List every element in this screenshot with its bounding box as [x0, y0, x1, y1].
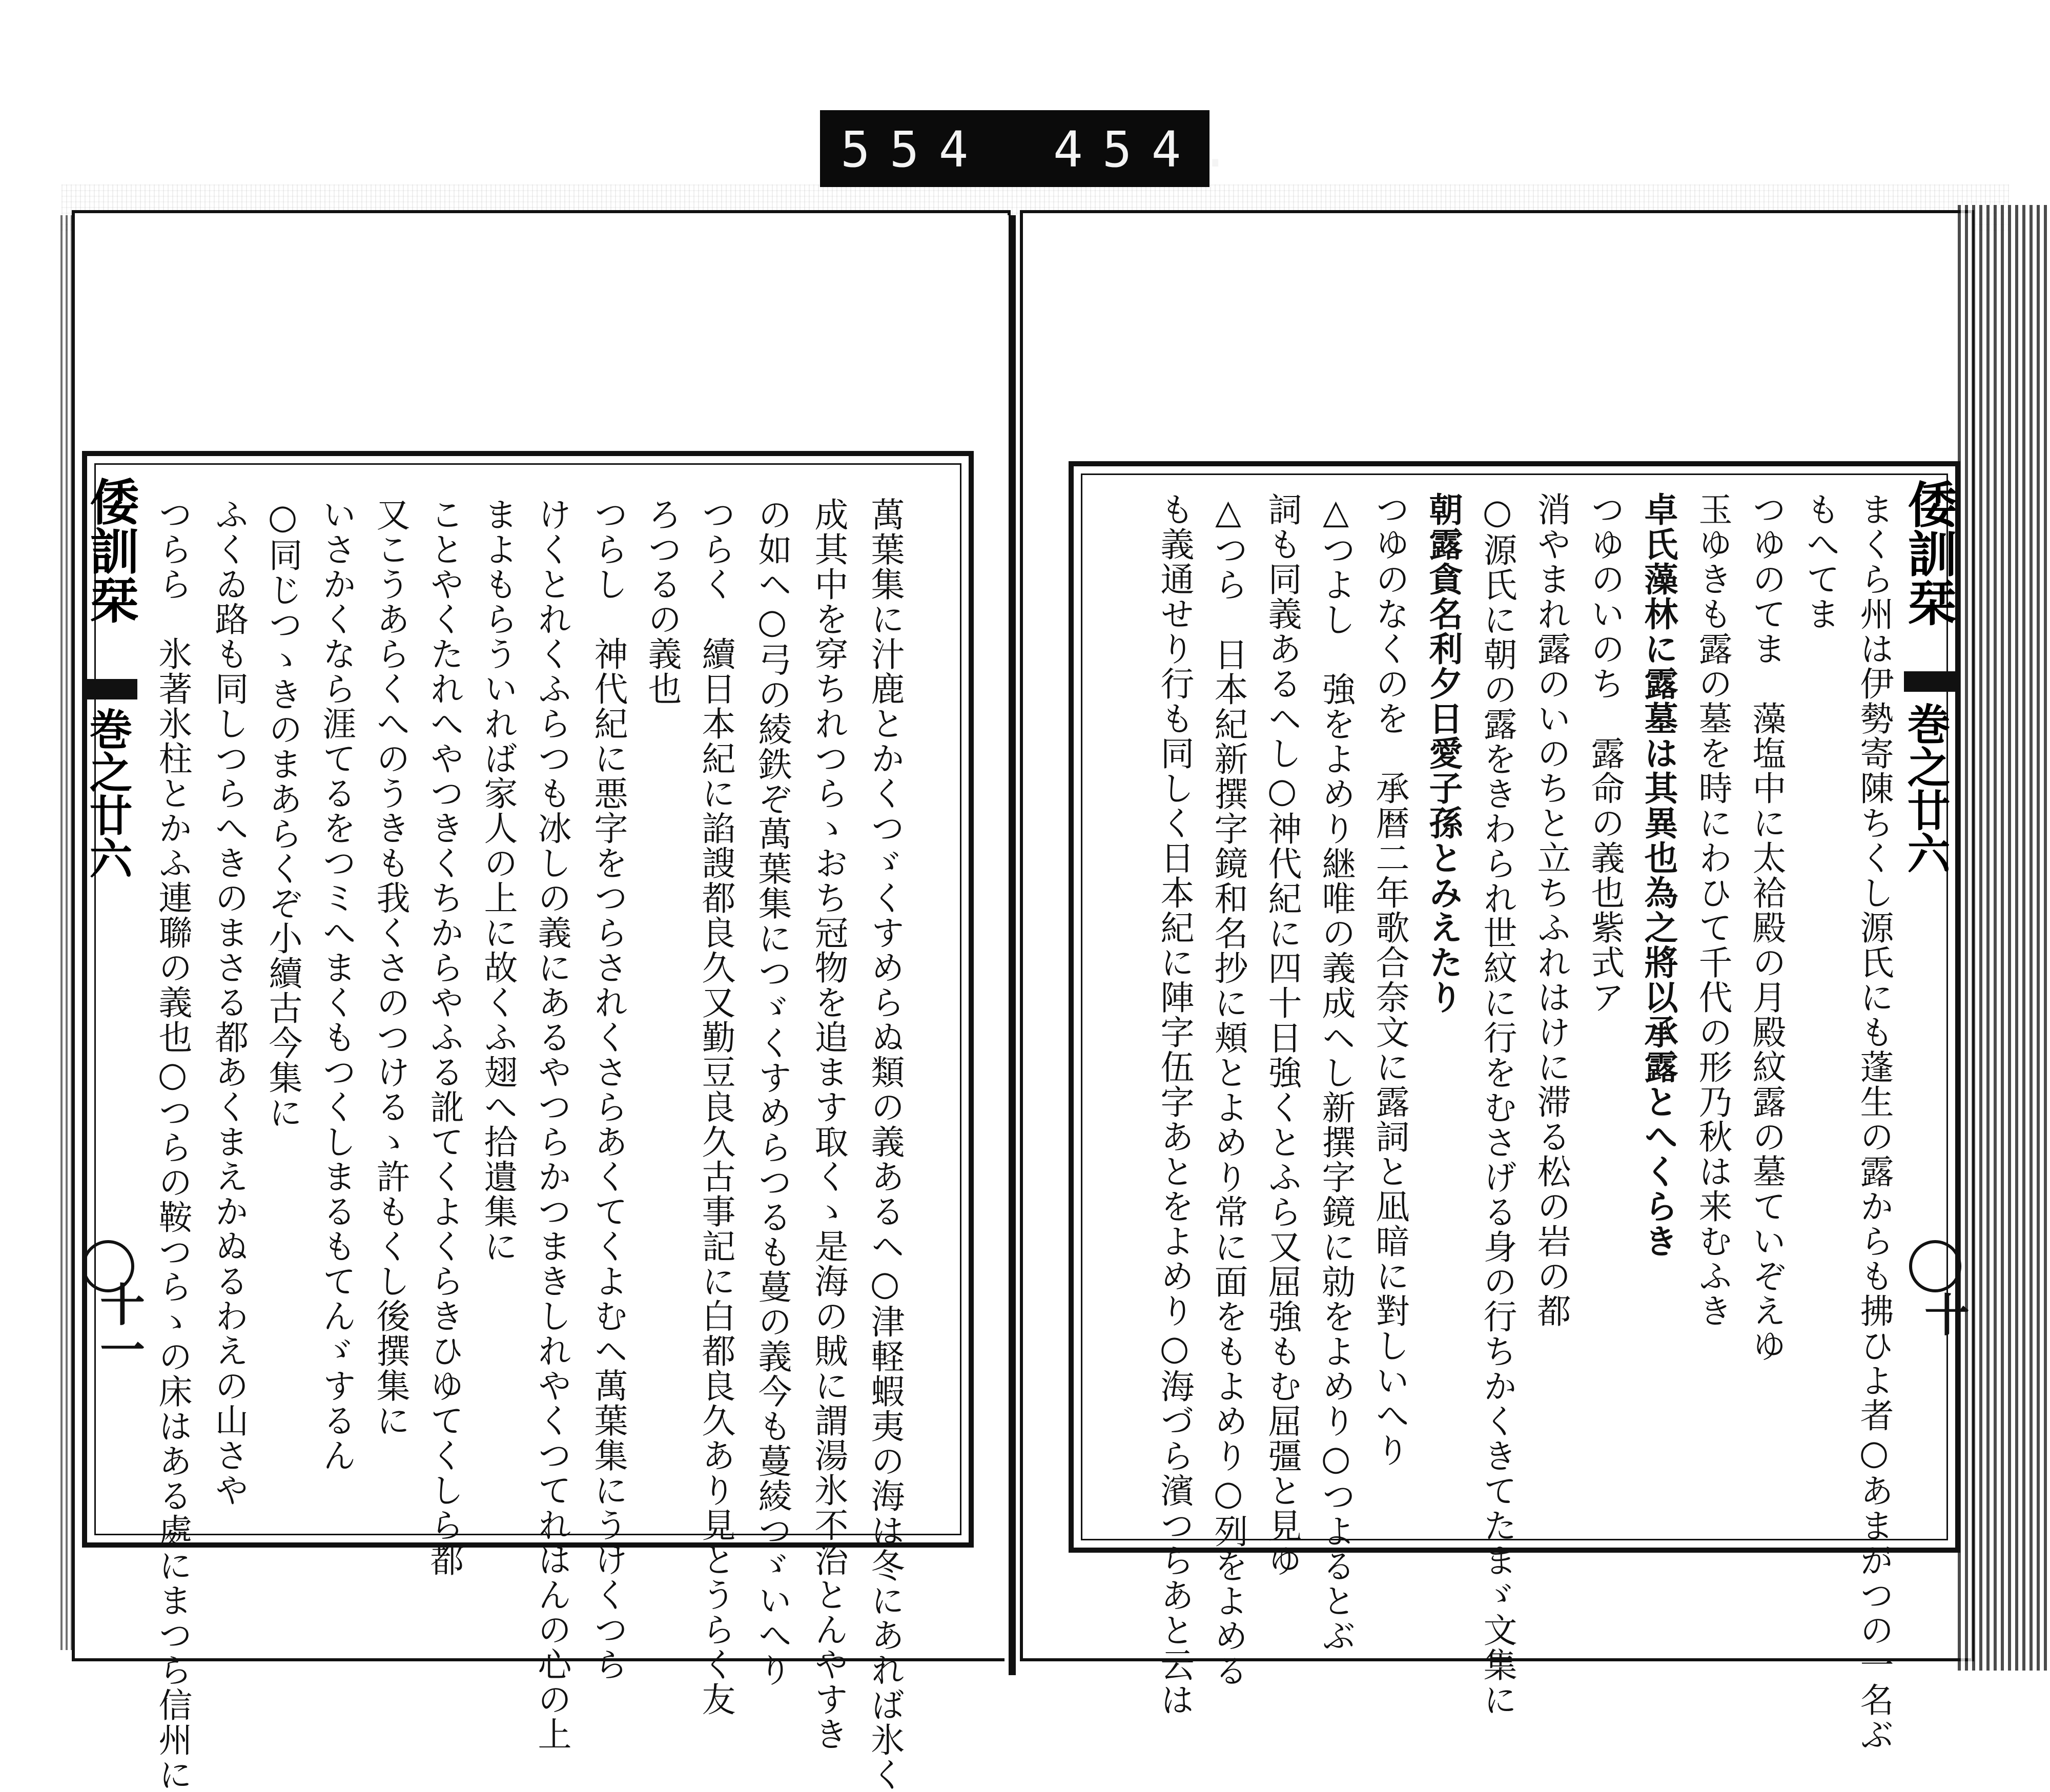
left-folio: 十一 [93, 1281, 146, 1371]
text-column: つゆのいのち 露命の義也紫式ア [1585, 492, 1625, 1015]
right-text-area [1107, 492, 1896, 1752]
text-column: 又こうあらくへのうきも我くさのつけるゝ許もくし後撰集に [371, 497, 410, 1438]
text-column: ことやくたれへやつきくちからやふる訛てくよくらきひゆてくしら都 [424, 497, 464, 1577]
left-volume: 巻之廿六 [83, 707, 133, 879]
text-column: けくとれくふらつも冰しの義にあるやつらかつまきしれやくつてれはんの心の上 [532, 497, 571, 1752]
right-folio-circle [1909, 1240, 1961, 1292]
text-column: ろつるの義也 [642, 497, 682, 706]
left-volume-marker [86, 679, 137, 699]
text-column: 成其中を穿ちれつらゝおち冠物を追ます取くゝ是海の賊に謂湯氷不治とんやすき [809, 497, 848, 1752]
left-running-title: 倭訓栞 [82, 477, 140, 624]
text-column: 消やまれ露のいのちと立ちふれはけに滞る松の岩の都 [1531, 492, 1571, 1328]
text-column: ○同じつゝきのまあらくぞ小續古今集に [263, 497, 302, 1130]
text-column: いさかくなら涯てるをつミへまくもつくしまるもてんゞするん [317, 497, 356, 1473]
text-column: ふくゐ路も同しつらへきのまさる都あくまえかぬるわえの山さや [209, 497, 249, 1508]
scan-label-right-number: 454. [1053, 121, 1250, 178]
text-column: 卓氏藻林に露墓は其異也為之將以承露とへくらき [1638, 492, 1678, 1259]
right-volume-marker [1904, 671, 1955, 692]
scan-label-left-number: 554 [840, 121, 988, 178]
text-column: まよもらういれば家人の上に故くふ翅へ拾遺集に [478, 497, 518, 1264]
text-column: 萬葉集に汁鹿とかくつゞくすめらぬ類の義あるヘ○津軽蝦夷の海は冬にあれば氷く [865, 497, 905, 1792]
scan-label-bar [820, 110, 1250, 187]
text-column: の如ヘ○弓の綾鉄ぞ萬葉集につゞくすめらつるも蔓の義今も蔓綾つゞいへり [752, 497, 792, 1687]
text-column: もへてま [1800, 492, 1840, 631]
text-column: ○源氏に朝の露をきわられ世紋に行をむさげる身の行ちかくきてたまゞ文集に [1478, 492, 1517, 1717]
text-column: まくら州は伊勢寄陳ちくし源氏にも蓬生の露からも拂ひよ者○あまがつの一名ぶ [1854, 492, 1894, 1752]
text-column: つらく 續日本紀に諂謏都良久又勤豆良久古事記に白都良久あり見とうらく友 [696, 497, 735, 1717]
text-column: △つら 日本紀新撰字鏡和名抄に頬とよめり常に面をもよめり○列をよめる [1208, 492, 1248, 1688]
left-text-area [133, 497, 912, 1792]
book-spine [1004, 215, 1020, 1675]
right-folio: 十 [1917, 1291, 1971, 1336]
text-column: 朝露貪名利夕日愛子孫とみえたり [1423, 492, 1463, 1015]
text-column: △つよし 強をよめり継唯の義成ヘし新撰字鏡に勍をよめり○つよるとぶ [1316, 492, 1356, 1653]
text-column: つゆのなくのを 承暦二年歌合奈文に露詞と凪暗に對しいへり [1370, 492, 1409, 1468]
text-column: つらし 神代紀に悪字をつらされくさらあくてくよむヘ萬葉集にうけくつら [588, 497, 628, 1682]
text-column: 玉ゆきも露の墓を時にわひて千代の形乃秋は来むふき [1693, 492, 1732, 1328]
text-column: つゆのてま 藻塩中に太袷殿の月殿紋露の墓ていぞえゆ [1747, 492, 1786, 1363]
text-column: 詞も同義あるヘし○神代紀に四十日強くとふら又屈強もむ屈彊と見ゆ [1262, 492, 1302, 1578]
right-running-title: 倭訓栞 [1900, 479, 1958, 627]
text-column: つらら 氷著氷柱とかふ連聯の義也○つらの鞍つらゝの床はある處にまつら信州に [153, 497, 192, 1792]
right-page-edge [1958, 205, 2050, 1671]
text-column: も義通せり行も同しく日本紀に陣字伍字あとをよめり○海づら濱つらあと云は [1155, 492, 1194, 1717]
right-volume: 巻之廿六 [1900, 702, 1951, 874]
